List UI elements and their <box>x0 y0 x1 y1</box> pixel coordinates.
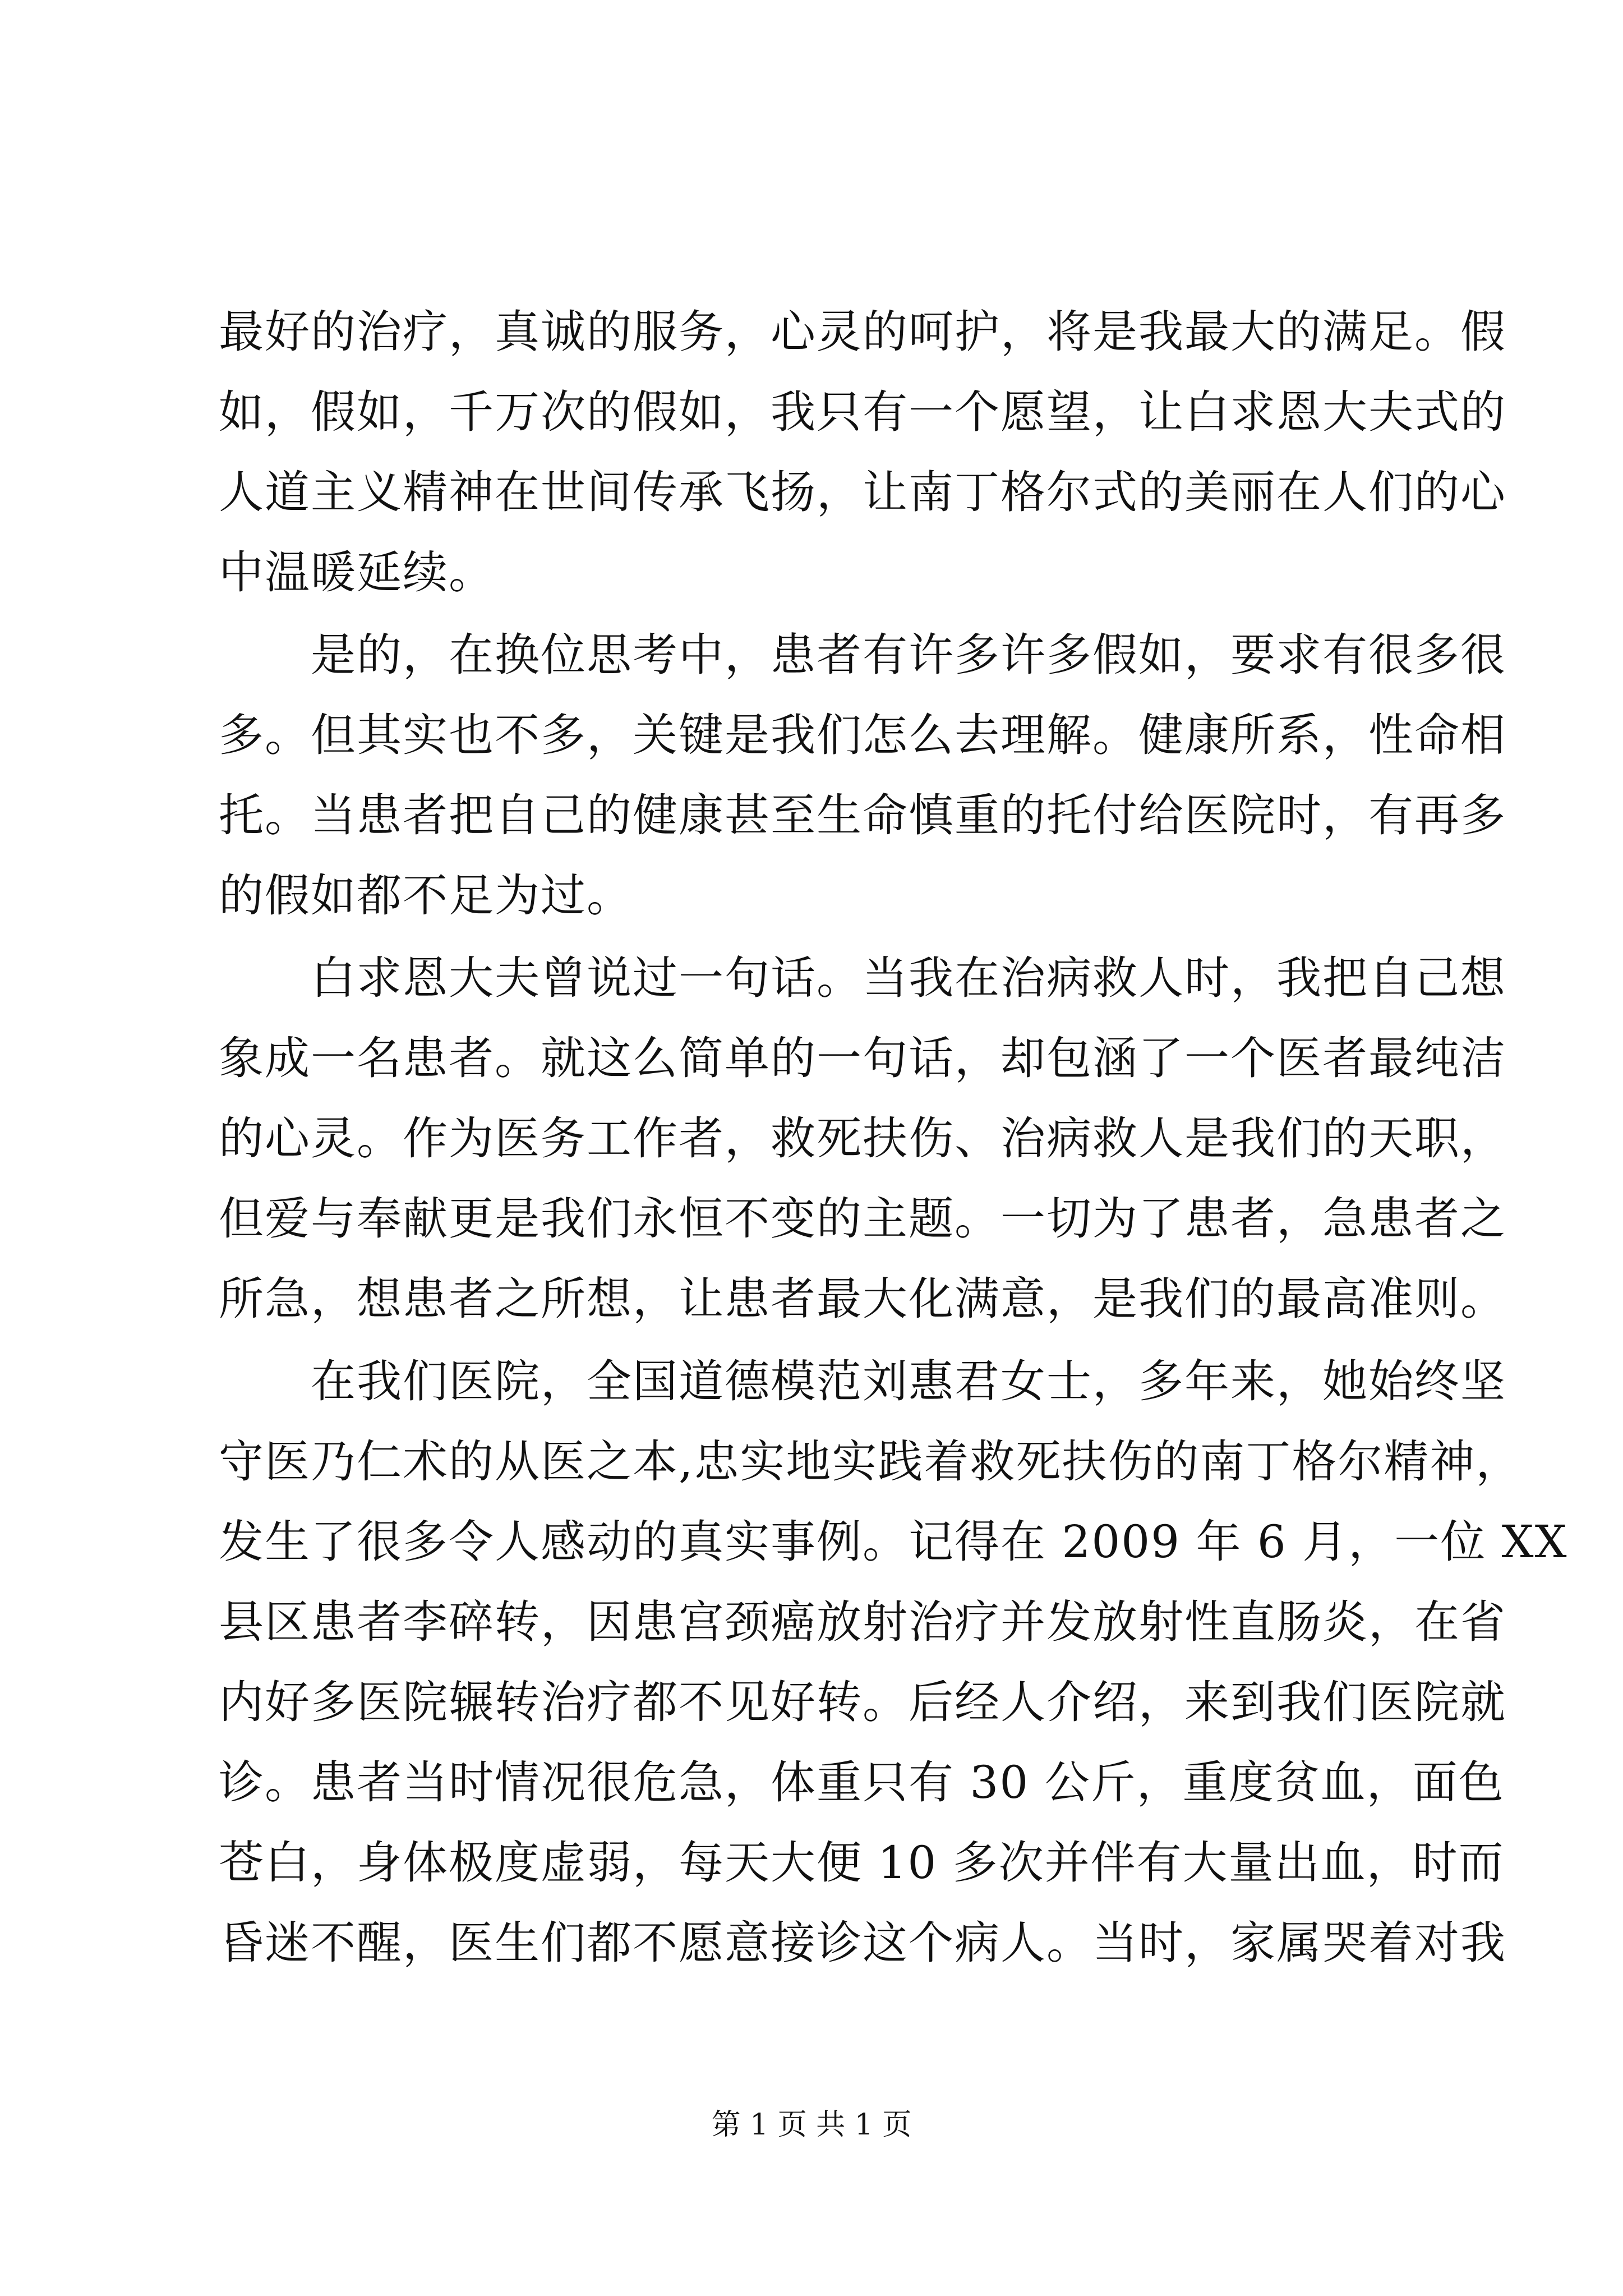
text-line: 的心灵。作为医务工作者，救死扶伤、治病救人是我们的天职， <box>219 1112 1506 1165</box>
text-line: 人道主义精神在世间传承飞扬，让南丁格尔式的美丽在人们的心 <box>219 466 1506 518</box>
text-line: 但爱与奉献更是我们永恒不变的主题。一切为了患者，急患者之 <box>219 1193 1506 1245</box>
text-line: 最好的治疗，真诚的服务，心灵的呵护，将是我最大的满足。假 <box>219 306 1506 358</box>
paragraph-4 <box>219 1341 1568 1983</box>
text-line: 托。当患者把自己的健康甚至生命慎重的托付给医院时，有再多 <box>219 789 1506 841</box>
text-line: 发生了很多令人感动的真实事例。记得在 2009 年 6 月，一位 XX <box>219 1516 1568 1568</box>
text-line: 昏迷不醒，医生们都不愿意接诊这个病人。当时，家属哭着对我 <box>219 1917 1506 1969</box>
text-line: 象成一名患者。就这么简单的一句话，却包涵了一个医者最纯洁 <box>219 1032 1506 1084</box>
text-line: 苍白，身体极度虚弱，每天大便 10 多次并伴有大量出血，时而 <box>219 1837 1505 1889</box>
text-line: 的假如都不足为过。 <box>219 869 633 922</box>
paragraph-2 <box>219 615 1506 936</box>
paragraph-1 <box>219 292 1506 613</box>
text-line: 多。但其实也不多，关键是我们怎么去理解。健康所系，性命相 <box>219 709 1506 761</box>
text-line: 县区患者李碎转，因患宫颈癌放射治疗并发放射性直肠炎，在省 <box>219 1596 1506 1648</box>
text-line: 如，假如，千万次的假如，我只有一个愿望，让白求恩大夫式的 <box>219 386 1506 438</box>
text-line: 是的，在换位思考中，患者有许多许多假如，要求有很多很 <box>219 629 1506 681</box>
text-line: 白求恩大夫曾说过一句话。当我在治病救人时，我把自己想 <box>219 952 1506 1004</box>
text-line: 守医乃仁术的从医之本,忠实地实践着救死扶伤的南丁格尔精神， <box>219 1435 1522 1488</box>
document-body <box>219 292 1568 1985</box>
text-line: 中温暖延续。 <box>219 546 495 599</box>
text-line: 在我们医院，全国道德模范刘惠君女士，多年来，她始终坚 <box>219 1355 1506 1407</box>
page-footer: 第 1 页 共 1 页 <box>711 2108 912 2142</box>
text-line: 诊。患者当时情况很危急，体重只有 30 公斤，重度贫血，面色 <box>219 1756 1505 1809</box>
paragraph-3 <box>219 938 1506 1339</box>
text-line: 内好多医院辗转治疗都不见好转。后经人介绍，来到我们医院就 <box>219 1676 1506 1728</box>
text-line: 所急，想患者之所想，让患者最大化满意，是我们的最高准则。 <box>219 1273 1506 1325</box>
